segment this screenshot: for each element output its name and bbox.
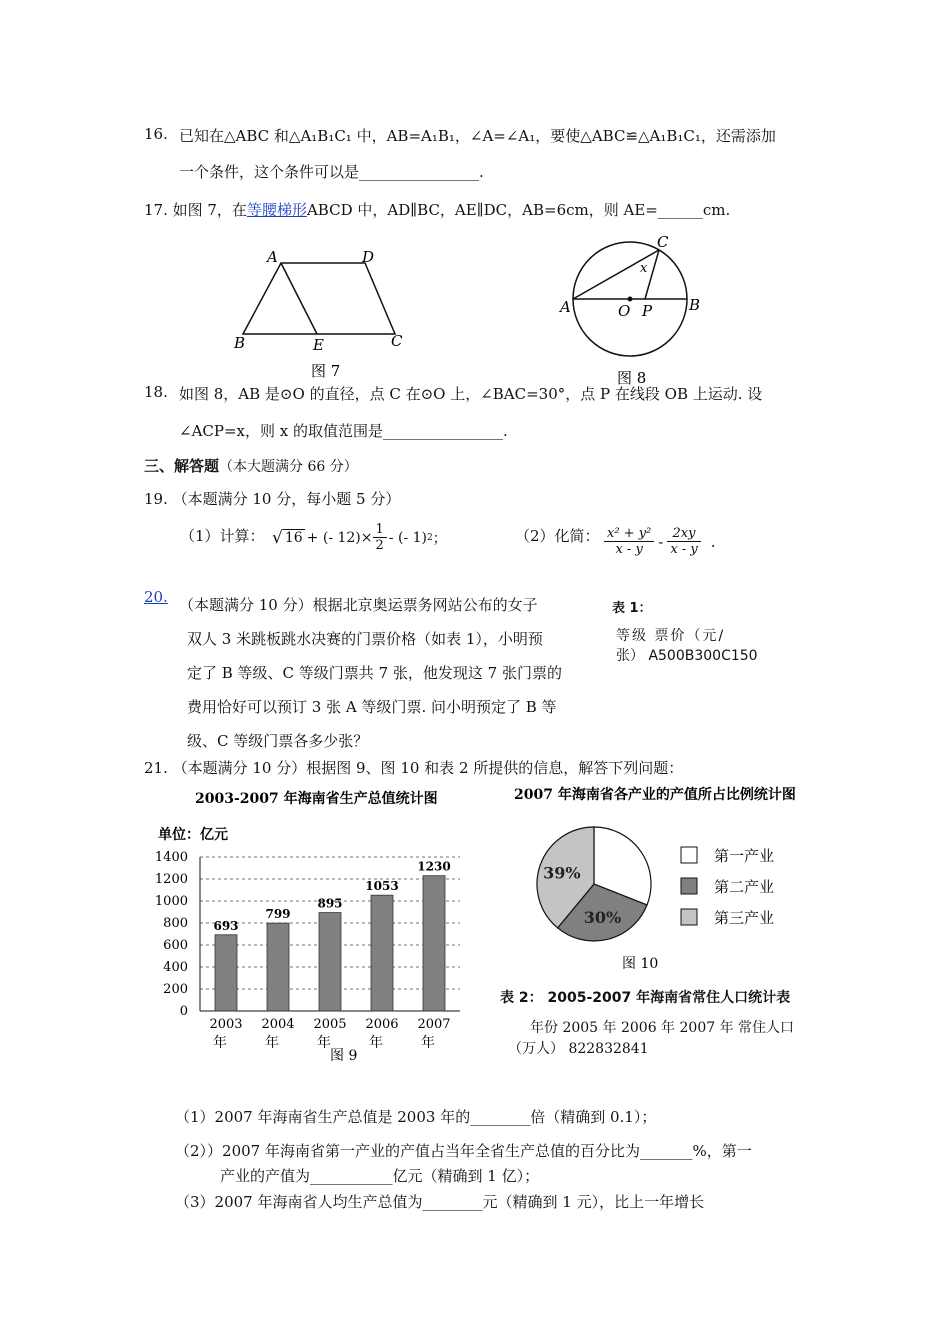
legend-label: 第三产业 [714, 909, 775, 927]
label-b: B [689, 296, 701, 314]
q18-line2: ∠ACP=x，则 x 的取值范围是________________. [179, 422, 508, 440]
q19-part1-expression [272, 522, 447, 553]
x-tick-label-unit: 年 [213, 1035, 227, 1051]
bar [267, 923, 289, 1011]
q19-part2-label: （2）化简： [515, 527, 600, 545]
x-tick-label-unit: 年 [369, 1035, 383, 1051]
q16-number: 16. [144, 125, 168, 143]
chart-title: 2003-2007 年海南省生产总值统计图 [195, 791, 438, 807]
table-2-line1: 年份 2005 年 2006 年 2007 年 常住人口 [530, 1020, 795, 1036]
x-tick-label: 2007 [417, 1017, 451, 1032]
center-point [628, 297, 633, 302]
bar [371, 895, 393, 1011]
unit-label: 单位：亿元 [158, 827, 228, 843]
bar [215, 935, 237, 1011]
label-b: B [234, 334, 246, 352]
y-tick-label: 0 [179, 1004, 188, 1019]
figure-9-caption: 图 9 [330, 1048, 358, 1064]
q21-sub3: （3）2007 年海南省人均生产总值为________元（精确到 1 元），比上一年增长 [175, 1193, 705, 1211]
label-o: O [618, 302, 631, 320]
pie-slice-label: 39% [543, 863, 581, 883]
figure-8-caption: 图 8 [617, 369, 647, 387]
minus-sign: - [658, 532, 664, 551]
section-3-note: （本大题满分 66 分） [219, 459, 358, 475]
label-a: A [267, 248, 278, 266]
bar-value-label: 693 [213, 918, 239, 933]
y-tick-label: 800 [163, 916, 188, 931]
pie-legend [681, 847, 774, 927]
segment-ae [281, 263, 317, 334]
chart-title: 2007 年海南省各产业的产值所占比例统计图 [514, 787, 796, 803]
label-c: C [391, 332, 403, 350]
label-c: C [657, 233, 669, 251]
bar-value-label: 799 [265, 907, 291, 922]
q19-heading: 19. （本题满分 10 分，每小题 5 分） [144, 490, 401, 508]
q19-part1-label: （1）计算： [180, 527, 265, 545]
angle-x-label: x [640, 261, 648, 276]
bar [319, 913, 341, 1011]
q16-line1: 已知在△ABC 和△A₁B₁C₁ 中，AB=A₁B₁，∠A=∠A₁，要使△ABC≌△A₁B₁C₁，还需添加 [179, 127, 776, 145]
fraction-2 [667, 526, 700, 557]
bar-value-label: 1053 [365, 879, 399, 894]
fraction-numerator: 1 [373, 522, 387, 538]
table-2-title: 表 2： 2005-2007 年海南省常住人口统计表 [500, 990, 791, 1006]
x-tick-label-unit: 年 [265, 1035, 279, 1051]
y-tick-label: 200 [163, 982, 188, 997]
q20-line: 定了 B 等级、C 等级门票共 7 张，他发现这 7 张门票的 [187, 664, 562, 682]
x-tick-label: 2003 [209, 1017, 243, 1032]
legend-label: 第二产业 [714, 878, 775, 896]
legend-swatch [681, 847, 697, 863]
fraction-2-denominator: x - y [670, 542, 698, 557]
fraction-denominator: 2 [375, 538, 384, 553]
q17-suffix: ABCD 中，AD∥BC，AE∥DC，AB=6cm，则 AE=______cm. [306, 201, 731, 219]
q21-heading: 21. （本题满分 10 分）根据图 9、图 10 和表 2 所提供的信息，解答下列问题： [144, 759, 684, 777]
q16-line2: 一个条件，这个条件可以是________________. [179, 163, 484, 181]
q20-number-link[interactable]: 20. [144, 588, 168, 606]
bar-value-label: 1230 [417, 859, 451, 874]
q17-prefix: 17. 如图 7，在 [144, 201, 247, 219]
x-tick-label: 2006 [365, 1017, 399, 1032]
q21-sub2-line2: 产业的产值为___________亿元（精确到 1 亿）； [220, 1167, 540, 1185]
q18-line1: 如图 8，AB 是⊙O 的直径，点 C 在⊙O 上，∠BAC=30°，点 P 在线段 OB 上运动. 设 [179, 385, 763, 403]
table-1-line2: 张） A500B300C150 [616, 648, 758, 664]
sqrt-radicand: 16 [284, 530, 303, 546]
chart-labels [155, 850, 451, 1051]
figure-7-caption: 图 7 [311, 362, 341, 380]
q21-sub2-line1: （2））2007 年海南省第一产业的产值占当年全省生产总值的百分比为_______%，第一 [175, 1142, 752, 1160]
table-1-line1: 等级 票价（元/ [616, 628, 726, 644]
q19-part2-expression [604, 526, 715, 557]
expr-part-b: - (- 1) [388, 529, 427, 546]
sqrt-sign-icon: √ [272, 527, 283, 548]
fraction-2-numerator: 2xy [667, 526, 700, 542]
figure-8-circle [555, 232, 715, 392]
q20-line: 双人 3 米跳板跳水决赛的门票价格（如表 1），小明预 [187, 630, 543, 648]
label-d: D [362, 248, 375, 266]
q21-sub1: （1）2007 年海南省生产总值是 2003 年的________倍（精确到 0.1）； [175, 1108, 657, 1126]
x-tick-label-unit: 年 [317, 1035, 331, 1051]
q18-number: 18. [144, 383, 168, 401]
table-1-title: 表 1： [612, 601, 652, 616]
x-tick-label-unit: 年 [421, 1035, 435, 1051]
pie-slices [537, 827, 651, 941]
expr-part-a: + (- 12)× [306, 529, 373, 546]
section-3-heading [144, 455, 358, 476]
q20-line: 费用恰好可以预订 3 张 A 等级门票. 问小明预定了 B 等 [187, 698, 557, 716]
y-tick-label: 400 [163, 960, 188, 975]
legend-swatch [681, 878, 697, 894]
figure-7-trapezoid [225, 240, 425, 390]
legend-swatch [681, 909, 697, 925]
legend-label: 第一产业 [714, 847, 775, 865]
isosceles-trapezoid-link[interactable]: 等腰梯形 [246, 201, 307, 219]
exponent: 2 [427, 532, 433, 543]
q17-text [144, 199, 730, 220]
fraction-one-half [373, 522, 387, 553]
label-a: A [560, 298, 571, 316]
label-p: P [642, 302, 653, 320]
y-tick-label: 1400 [154, 850, 188, 865]
section-3-title: 三、解答题 [144, 457, 220, 475]
y-tick-label: 1000 [154, 894, 188, 909]
x-tick-label: 2004 [261, 1017, 295, 1032]
bar [423, 876, 445, 1011]
label-e: E [313, 336, 324, 354]
pie-slice-label: 30% [583, 908, 622, 928]
trapezoid-abcd [243, 263, 395, 334]
y-tick-label: 1200 [154, 872, 188, 887]
fraction-1-denominator: x - y [615, 542, 643, 557]
bar-value-label: 895 [317, 896, 343, 911]
figure-10-caption: 图 10 [622, 956, 659, 972]
expr-end: ； [432, 530, 447, 547]
figure-9-bar-chart [150, 783, 480, 1068]
q20-line: （本题满分 10 分）根据北京奥运票务网站公布的女子 [179, 596, 538, 614]
fraction-1 [604, 526, 654, 557]
q20-body [179, 588, 562, 758]
fraction-1-numerator: x² + y² [604, 526, 654, 542]
figure-10-pie-chart [500, 783, 845, 978]
expr-end: . [710, 532, 716, 551]
y-tick-label: 600 [163, 938, 188, 953]
q20-line: 级、C 等级门票各多少张？ [187, 732, 369, 750]
table-2-line2: （万人） 822832841 [508, 1041, 649, 1057]
x-tick-label: 2005 [313, 1017, 347, 1032]
